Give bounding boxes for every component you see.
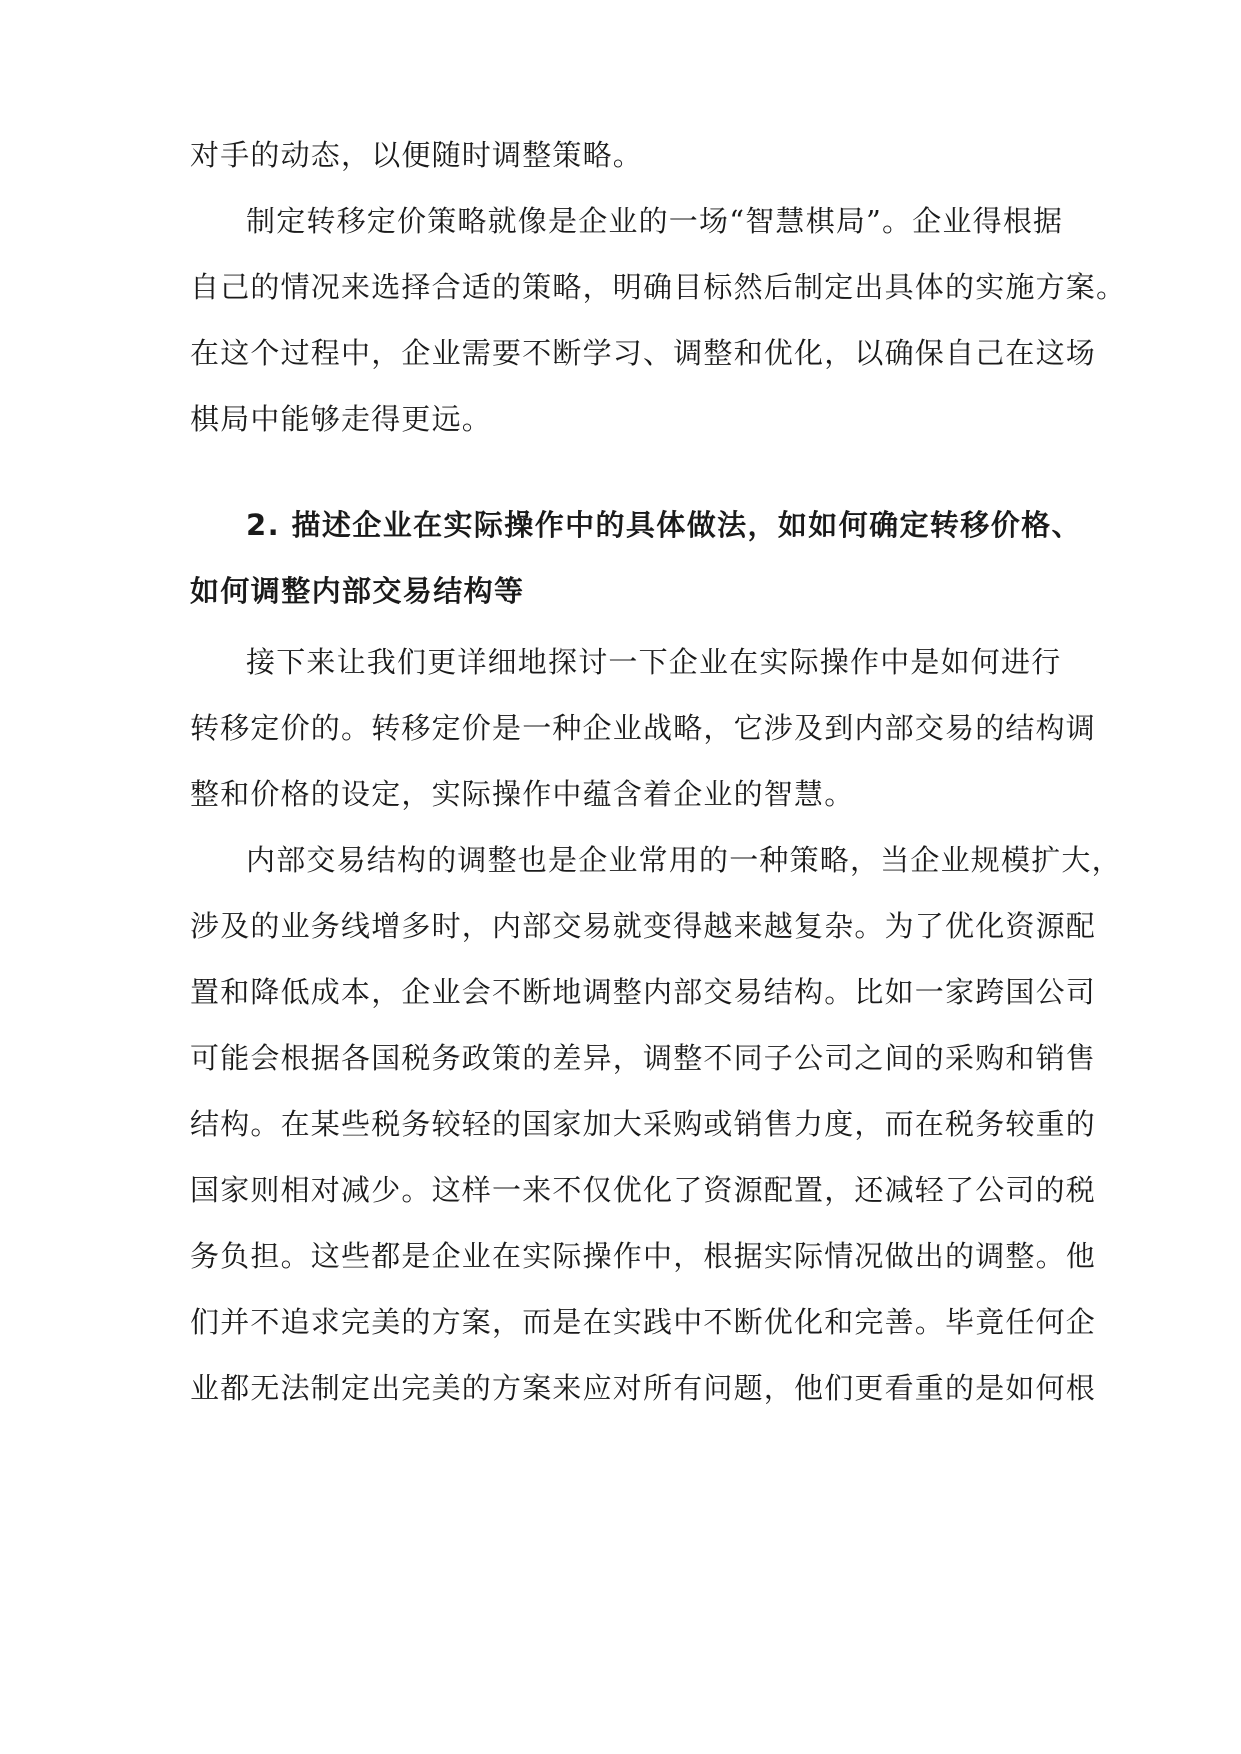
paragraph-line: 们并不追求完美的方案，而是在实践中不断优化和完善。毕竟任何企 <box>190 1305 1097 1339</box>
paragraph-line: 涉及的业务线增多时，内部交易就变得越来越复杂。为了优化资源配 <box>190 909 1097 943</box>
paragraph-line: 制定转移定价策略就像是企业的一场“智慧棋局”。企业得根据 <box>246 204 1064 238</box>
paragraph-line: 棋局中能够走得更远。 <box>190 402 493 436</box>
paragraph-line: 转移定价的。转移定价是一种企业战略，它涉及到内部交易的结构调 <box>190 711 1097 745</box>
paragraph-line: 自己的情况来选择合适的策略，明确目标然后制定出具体的实施方案。 <box>190 270 1127 304</box>
paragraph-line: 务负担。这些都是企业在实际操作中，根据实际情况做出的调整。他 <box>190 1239 1097 1273</box>
paragraph-line: 结构。在某些税务较轻的国家加大采购或销售力度，而在税务较重的 <box>190 1107 1097 1141</box>
paragraph-line: 内部交易结构的调整也是企业常用的一种策略，当企业规模扩大， <box>246 843 1122 877</box>
paragraph-line: 整和价格的设定，实际操作中蕴含着企业的智慧。 <box>190 777 855 811</box>
paragraph-line: 接下来让我们更详细地探讨一下企业在实际操作中是如何进行 <box>246 645 1062 679</box>
section-heading: 2. 描述企业在实际操作中的具体做法，如如何确定转移价格、 <box>246 508 1082 542</box>
paragraph-line: 在这个过程中，企业需要不断学习、调整和优化，以确保自己在这场 <box>190 336 1097 370</box>
paragraph-line: 对手的动态，以便随时调整策略。 <box>190 138 644 172</box>
paragraph-line: 可能会根据各国税务政策的差异，调整不同子公司之间的采购和销售 <box>190 1041 1097 1075</box>
paragraph-line: 置和降低成本，企业会不断地调整内部交易结构。比如一家跨国公司 <box>190 975 1097 1009</box>
section-heading: 如何调整内部交易结构等 <box>190 574 525 608</box>
paragraph-line: 国家则相对减少。这样一来不仅优化了资源配置，还减轻了公司的税 <box>190 1173 1097 1207</box>
paragraph-line: 业都无法制定出完美的方案来应对所有问题，他们更看重的是如何根 <box>190 1371 1097 1405</box>
